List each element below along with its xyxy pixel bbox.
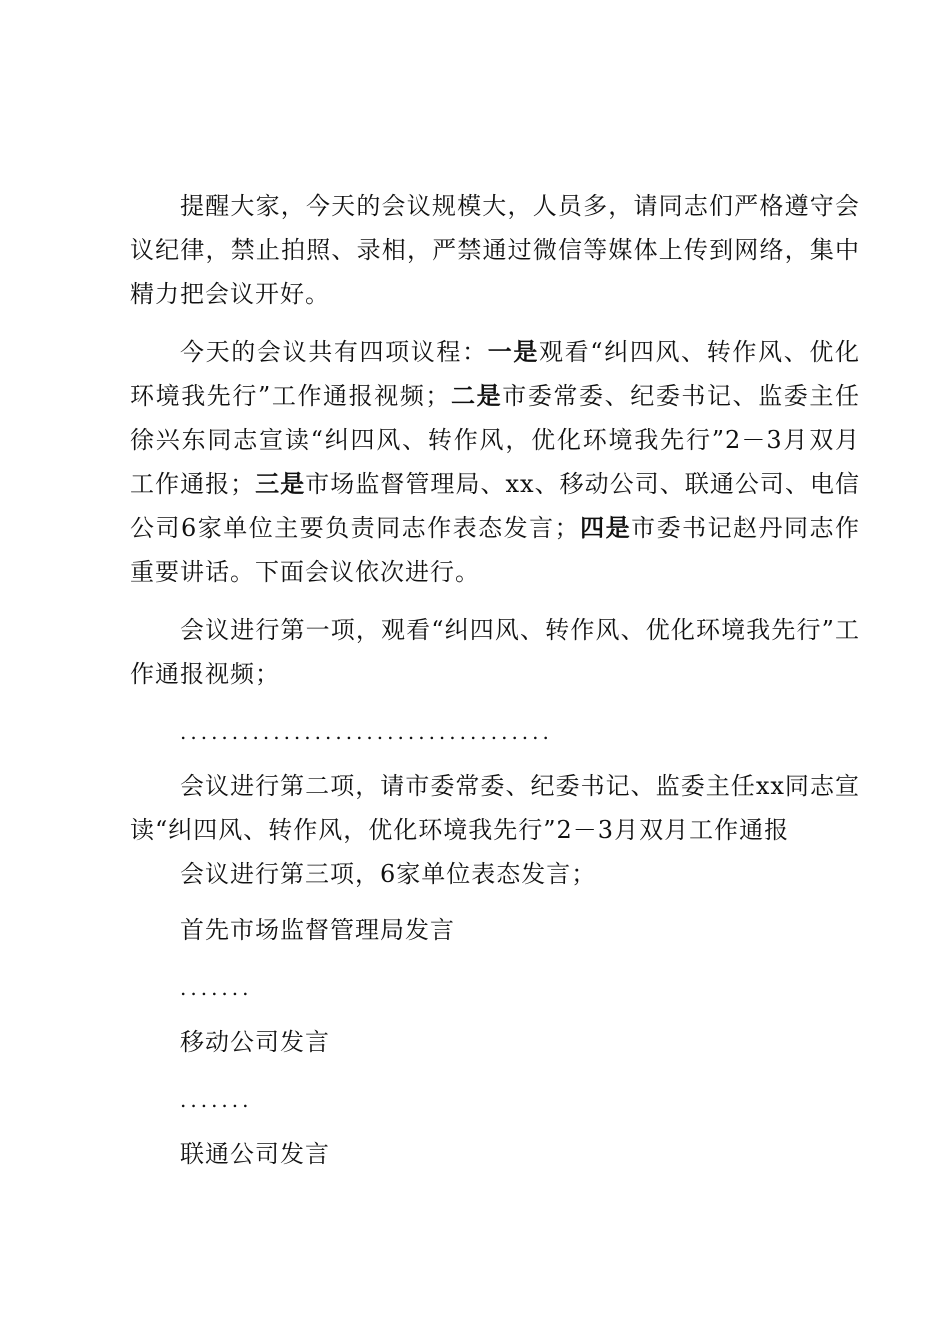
item-two-paragraph: 会议进行第二项，请市委常委、纪委书记、监委主任xx同志宣读“纠四风、转作风，优化环境我先行”2－3月双月工作通报	[130, 772, 860, 844]
agenda-item1-text: 观看“纠四风、转作风、优化环境我先行”工作通报视频；	[130, 338, 861, 410]
item-three-paragraph: 会议进行第三项，6家单位表态发言；	[180, 860, 597, 888]
speaker-mobile: 移动公司发言	[180, 1028, 330, 1056]
agenda-item1-label: 一是	[487, 337, 540, 366]
agenda-item2-text: 市委常委、纪委书记、监委主任徐兴东同志宣读“纠四风、转作风，优化环境我先行”2－3月双月工作通报；	[130, 382, 860, 498]
reminder-paragraph: 提醒大家，今天的会议规模大，人员多，请同志们严格遵守会议纪律，禁止拍照、录相，严禁通过微信等媒体上传到网络，集中精力把会议开好。	[130, 192, 860, 308]
agenda-paragraph	[130, 330, 860, 594]
agenda-item4-text: 市委书记赵丹同志作重要讲话。下面会议依次进行。	[130, 514, 861, 586]
document-body	[130, 184, 860, 1187]
agenda-item3-label: 三是	[255, 469, 306, 498]
ellipsis-divider-short-1: .......	[180, 976, 253, 1000]
agenda-item3-text: 市场监督管理局、xx、移动公司、联通公司、电信公司6家单位主要负责同志作表态发言；	[130, 470, 861, 542]
speaker-unicom: 联通公司发言	[180, 1140, 330, 1168]
ellipsis-divider-long: ....................................	[180, 720, 553, 744]
agenda-item4-label: 四是	[579, 513, 632, 542]
item-one-paragraph: 会议进行第一项，观看“纠四风、转作风、优化环境我先行”工作通报视频；	[130, 616, 860, 688]
agenda-item2-label: 二是	[450, 381, 503, 410]
speaker-market-bureau: 首先市场监督管理局发言	[180, 916, 455, 944]
ellipsis-divider-short-2: .......	[180, 1088, 253, 1112]
agenda-intro: 今天的会议共有四项议程：	[180, 338, 488, 366]
